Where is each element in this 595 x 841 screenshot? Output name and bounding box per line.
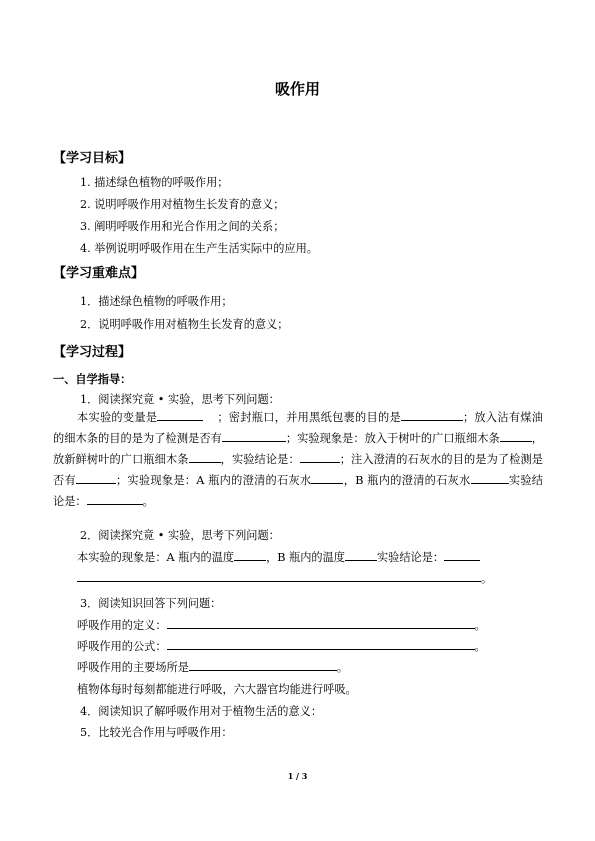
blank-dry-leaf-stick[interactable]: [500, 430, 532, 442]
goal-item-2: 2. 说明呼吸作用对植物生长发育的意义；: [80, 198, 285, 211]
blank-bottle-b-limewater[interactable]: [471, 472, 509, 484]
question-2-line-1: 本实验的现象是：A 瓶内的温度 ，B 瓶内的温度 实验结论是：: [77, 549, 480, 565]
question-3-label: 3．阅读知识回答下列问题：: [80, 597, 222, 610]
question-5-label: 5．比较光合作用与呼吸作用：: [80, 726, 233, 739]
blank-q2-conclusion-cont[interactable]: [77, 570, 481, 582]
respiration-note: 植物体每时每刻都能进行呼吸，六大器官均能进行呼吸。: [77, 683, 357, 696]
page-number: 1 / 3: [287, 771, 308, 781]
blank-detect-gas-2[interactable]: [76, 472, 116, 484]
blank-place[interactable]: [189, 659, 337, 671]
question-2-label: 2．阅读探究竟 • 实验，思考下列问题：: [80, 529, 280, 542]
blank-black-paper-purpose[interactable]: [401, 409, 463, 421]
blank-bottle-a-limewater[interactable]: [311, 472, 343, 484]
blank-conclusion-2[interactable]: [87, 493, 143, 505]
goal-item-1: 1. 描述绿色植物的呼吸作用；: [80, 176, 229, 189]
key-item-2: 2．说明呼吸作用对植物生长发育的意义；: [80, 318, 289, 331]
blank-variable[interactable]: [157, 409, 203, 421]
blank-detect-gas-1[interactable]: [222, 430, 286, 442]
respiration-definition-line: 呼吸作用的定义： 。: [77, 619, 486, 632]
section-heading-process: 【学习过程】: [53, 345, 132, 360]
respiration-place-line: 呼吸作用的主要场所是 。: [77, 661, 349, 674]
section-heading-keys: 【学习重难点】: [53, 266, 145, 281]
blank-definition[interactable]: [167, 617, 475, 629]
blank-bottle-a-temp[interactable]: [234, 549, 266, 561]
blank-formula[interactable]: [167, 638, 475, 650]
goal-item-4: 4. 举例说明呼吸作用在生产生活实际中的应用。: [80, 242, 318, 255]
sub-heading-self-study: 一、自学指导：: [53, 373, 132, 386]
respiration-formula-line: 呼吸作用的公式： 。: [77, 640, 486, 653]
question-2-line-2: 。: [77, 570, 492, 586]
question-1-paragraph: 本实验的变量是 ；密封瓶口，并用黑纸包裹的目的是 ；放入沾有煤油的细木条的目的是为了检测是否有 ；实验现象是：放入于树叶的广口瓶细木条 ，放新鲜树叶的广口瓶细木条 ，实验结论是： ；注入澄清的石灰水的目的是为了检测是否有 ；实验现象是：A 瓶内的澄清的石灰水 ，B 瓶内的澄清的石灰水 实验结论是： 。: [53, 411, 543, 508]
blank-bottle-b-temp[interactable]: [345, 549, 377, 561]
section-heading-goals: 【学习目标】: [53, 151, 132, 166]
question-1-label: 1．阅读探究竟 • 实验，思考下列问题：: [80, 393, 280, 406]
key-item-1: 1．描述绿色植物的呼吸作用；: [80, 295, 233, 308]
blank-conclusion-1[interactable]: [300, 451, 340, 463]
question-4-label: 4．阅读知识了解呼吸作用对于植物生活的意义：: [80, 705, 323, 718]
blank-fresh-leaf-stick[interactable]: [189, 451, 221, 463]
blank-q2-conclusion[interactable]: [444, 549, 480, 561]
page-title: 吸作用: [274, 80, 320, 98]
goal-item-3: 3. 阐明呼吸作用和光合作用之间的关系；: [80, 220, 285, 233]
